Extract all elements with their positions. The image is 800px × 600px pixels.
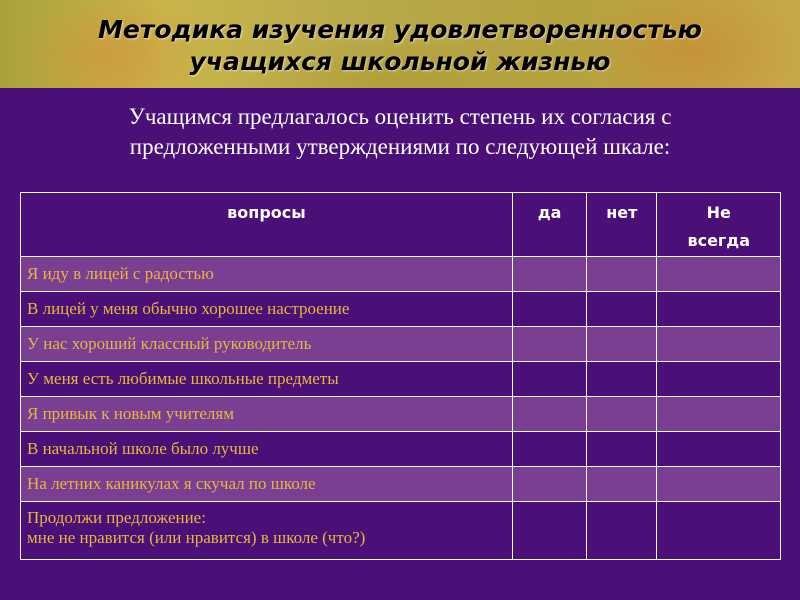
answer-not-always-cell (657, 327, 781, 362)
answer-not-always-cell (657, 292, 781, 327)
header-not-always (657, 193, 781, 257)
answer-yes-cell (512, 397, 586, 432)
header-banner (0, 0, 800, 88)
table-row (21, 362, 781, 397)
answer-yes-cell (512, 327, 586, 362)
table-row (21, 257, 781, 292)
answer-not-always-cell (657, 257, 781, 292)
table-row (21, 327, 781, 362)
slide-subtitle-line2: предложенными утверждениями по следующей шкале: (129, 134, 671, 159)
question-cell: Я привык к новым учителям (21, 397, 513, 432)
answer-no-cell (587, 362, 657, 397)
answer-no-cell (587, 397, 657, 432)
question-cell: У нас хороший классный руководитель (21, 327, 513, 362)
answer-no-cell (587, 257, 657, 292)
answer-no-cell (587, 432, 657, 467)
answer-not-always-cell (657, 432, 781, 467)
question-cell: У меня есть любимые школьные предметы (21, 362, 513, 397)
question-line1: Продолжи предложение: (27, 508, 206, 527)
table-row (21, 397, 781, 432)
question-cell: Я иду в лицей с радостью (21, 257, 513, 292)
table-row (21, 502, 781, 560)
table-row (21, 292, 781, 327)
question-cell: На летних каникулах я скучал по школе (21, 467, 513, 502)
answer-yes-cell (512, 257, 586, 292)
question-cell (21, 502, 513, 560)
question-line2: мне не нравится (или нравится) в школе (что?) (27, 528, 366, 547)
header-questions: вопросы (21, 193, 513, 257)
question-cell: В начальной школе было лучше (21, 432, 513, 467)
answer-no-cell (587, 292, 657, 327)
header-not-always-line2: всегда (687, 231, 751, 250)
answer-no-cell (587, 327, 657, 362)
table-row (21, 432, 781, 467)
header-not-always-line1: Не (706, 203, 731, 222)
answer-yes-cell (512, 467, 586, 502)
slide-subtitle (40, 102, 760, 162)
question-cell: В лицей у меня обычно хорошее настроение (21, 292, 513, 327)
slide-subtitle-line1: Учащимся предлагалось оценить степень их согласия с (128, 104, 672, 129)
slide-title-line1: Методика изучения удовлетворенностью (98, 15, 702, 44)
table-row (21, 467, 781, 502)
header-yes: да (512, 193, 586, 257)
survey-table (20, 192, 781, 560)
answer-no-cell (587, 502, 657, 560)
answer-not-always-cell (657, 362, 781, 397)
answer-yes-cell (512, 362, 586, 397)
answer-yes-cell (512, 292, 586, 327)
answer-not-always-cell (657, 397, 781, 432)
answer-not-always-cell (657, 502, 781, 560)
answer-yes-cell (512, 502, 586, 560)
slide-title-line2: учащихся школьной жизнью (189, 47, 611, 76)
slide-title (0, 14, 800, 78)
answer-not-always-cell (657, 467, 781, 502)
table-header-row (21, 193, 781, 257)
answer-yes-cell (512, 432, 586, 467)
header-no: нет (587, 193, 657, 257)
answer-no-cell (587, 467, 657, 502)
